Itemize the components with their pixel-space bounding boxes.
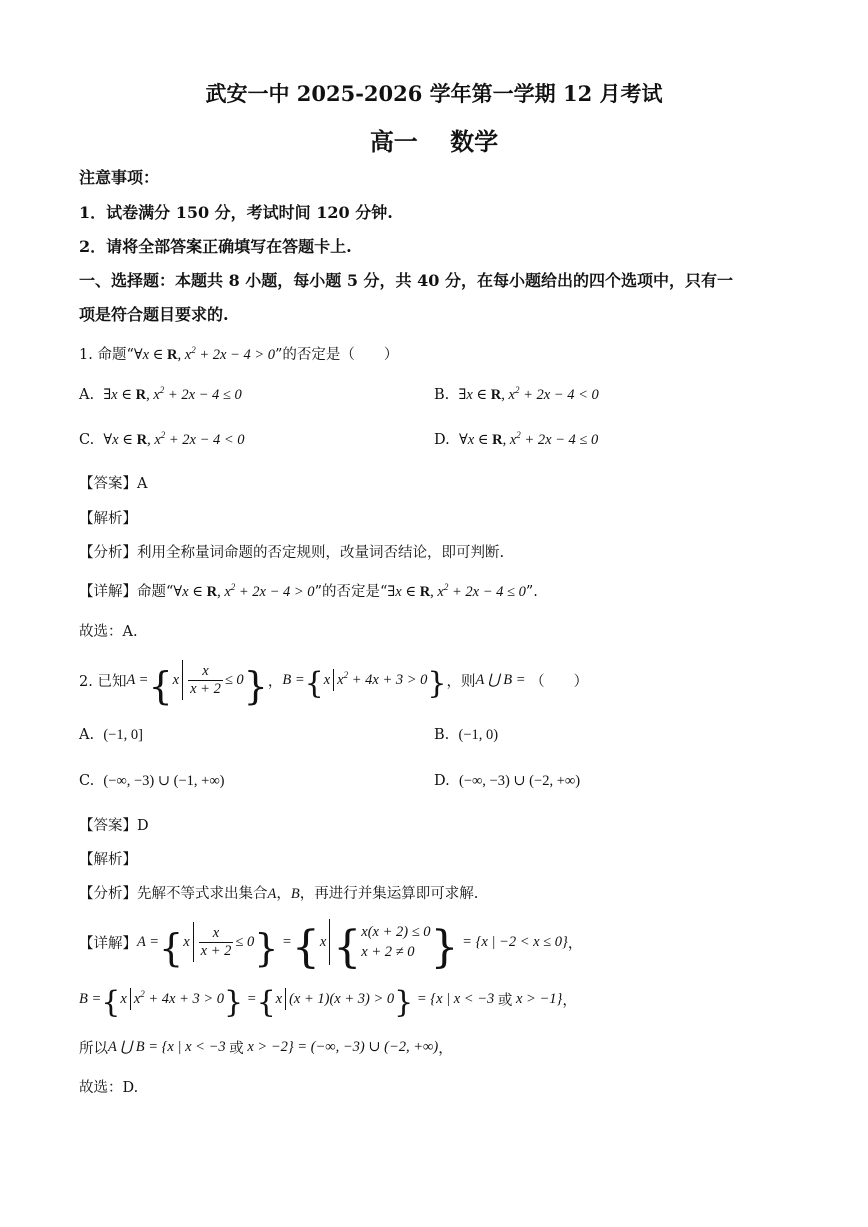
q2-analysis-label: 【解析】 [79,852,137,868]
q1-option-d[interactable]: D. ∀x ∈ R, $x^2 + 2x - 4 \le 0$ [434,430,599,448]
q2-stem: 2. 已知 A = { x $\frac{x}{x + 2}$ ≤ 0 } ， B = { x $x^2 + 4x + 3 > 0$ } ，则 A ⋃ B = （ ） [79,657,588,703]
section-heading-line2: 项是符合题目要求的. [79,305,229,324]
q2-option-d[interactable]: D. (−∞, −3) ∪ (−2, +∞) [434,773,581,789]
q1-option-c[interactable]: C. ∀x ∈ R, $x^2 + 2x - 4 < 0$ [79,430,245,448]
q2-detail-line2: B = { x $x^2 + 4x + 3 > 0$ } = { x (x + 1)(x + 3) > 0 } = {x | x < −3 或 x > −1} ， [79,985,577,1020]
q1-choose: 故选：A. [79,624,138,640]
q1-answer: 【答案】A [79,476,148,492]
q2-analysis: 【分析】先解不等式求出集合A，B，再进行并集运算即可求解. [79,886,479,902]
section-heading-line1: 一、选择题：本题共 8 小题，每小题 5 分，共 40 分，在每小题给出的四个选项中，只有一 [79,271,733,290]
q2-detail-line3: 所以 A ⋃ B = {x | x < −3 或 x > −2} = (−∞, −3) ∪ (−2, +∞) ， [79,1038,453,1057]
notes-item-1: 1．试卷满分 150 分，考试时间 120 分钟. [79,203,393,222]
exam-subject: 高一 数学 [369,127,499,156]
q2-option-c[interactable]: C. (−∞, −3) ∪ (−1, +∞) [79,773,225,789]
q1-detail: 【详解】命题“∀x ∈ R, $x^2 + 2x - 4 > 0$”的否定是“∃x ∈ R, $x^2 + 2x - 4 \le 0$”. [79,582,538,600]
q2-answer: 【答案】D [79,818,149,834]
q1-analysis-label: 【解析】 [79,511,137,527]
exam-title: 武安一中 2025-2026 学年第一学期 12 月考试 [205,81,663,106]
q2-detail-line1: 【详解】 A = { x $\frac{x}{x + 2}$ ≤ 0 } = { x { x(x + 2) ≤ 0 x + 2 ≠ 0 } = {x | −2 < x ≤ 0} ， [79,916,582,968]
q1-option-b[interactable]: B. ∃x ∈ R, $x^2 + 2x - 4 < 0$ [434,385,599,403]
q2-choose: 故选：D. [79,1080,139,1096]
q1-stem: 1. 命题“∀x ∈ R, $x^2 + 2x - 4 > 0$”的否定是（ ） [79,345,399,363]
q2-option-b[interactable]: B. (−1, 0) [434,727,499,743]
q1-option-a[interactable]: A. ∃x ∈ R, $x^2 + 2x - 4 \le 0$ [79,385,242,403]
q2-option-a[interactable]: A. (−1, 0] [79,727,143,743]
notes-item-2: 2．请将全部答案正确填写在答题卡上. [79,237,352,256]
q1-analysis: 【分析】利用全称量词命题的否定规则，改量词否结论，即可判断. [79,545,505,561]
notes-heading: 注意事项： [79,168,160,187]
